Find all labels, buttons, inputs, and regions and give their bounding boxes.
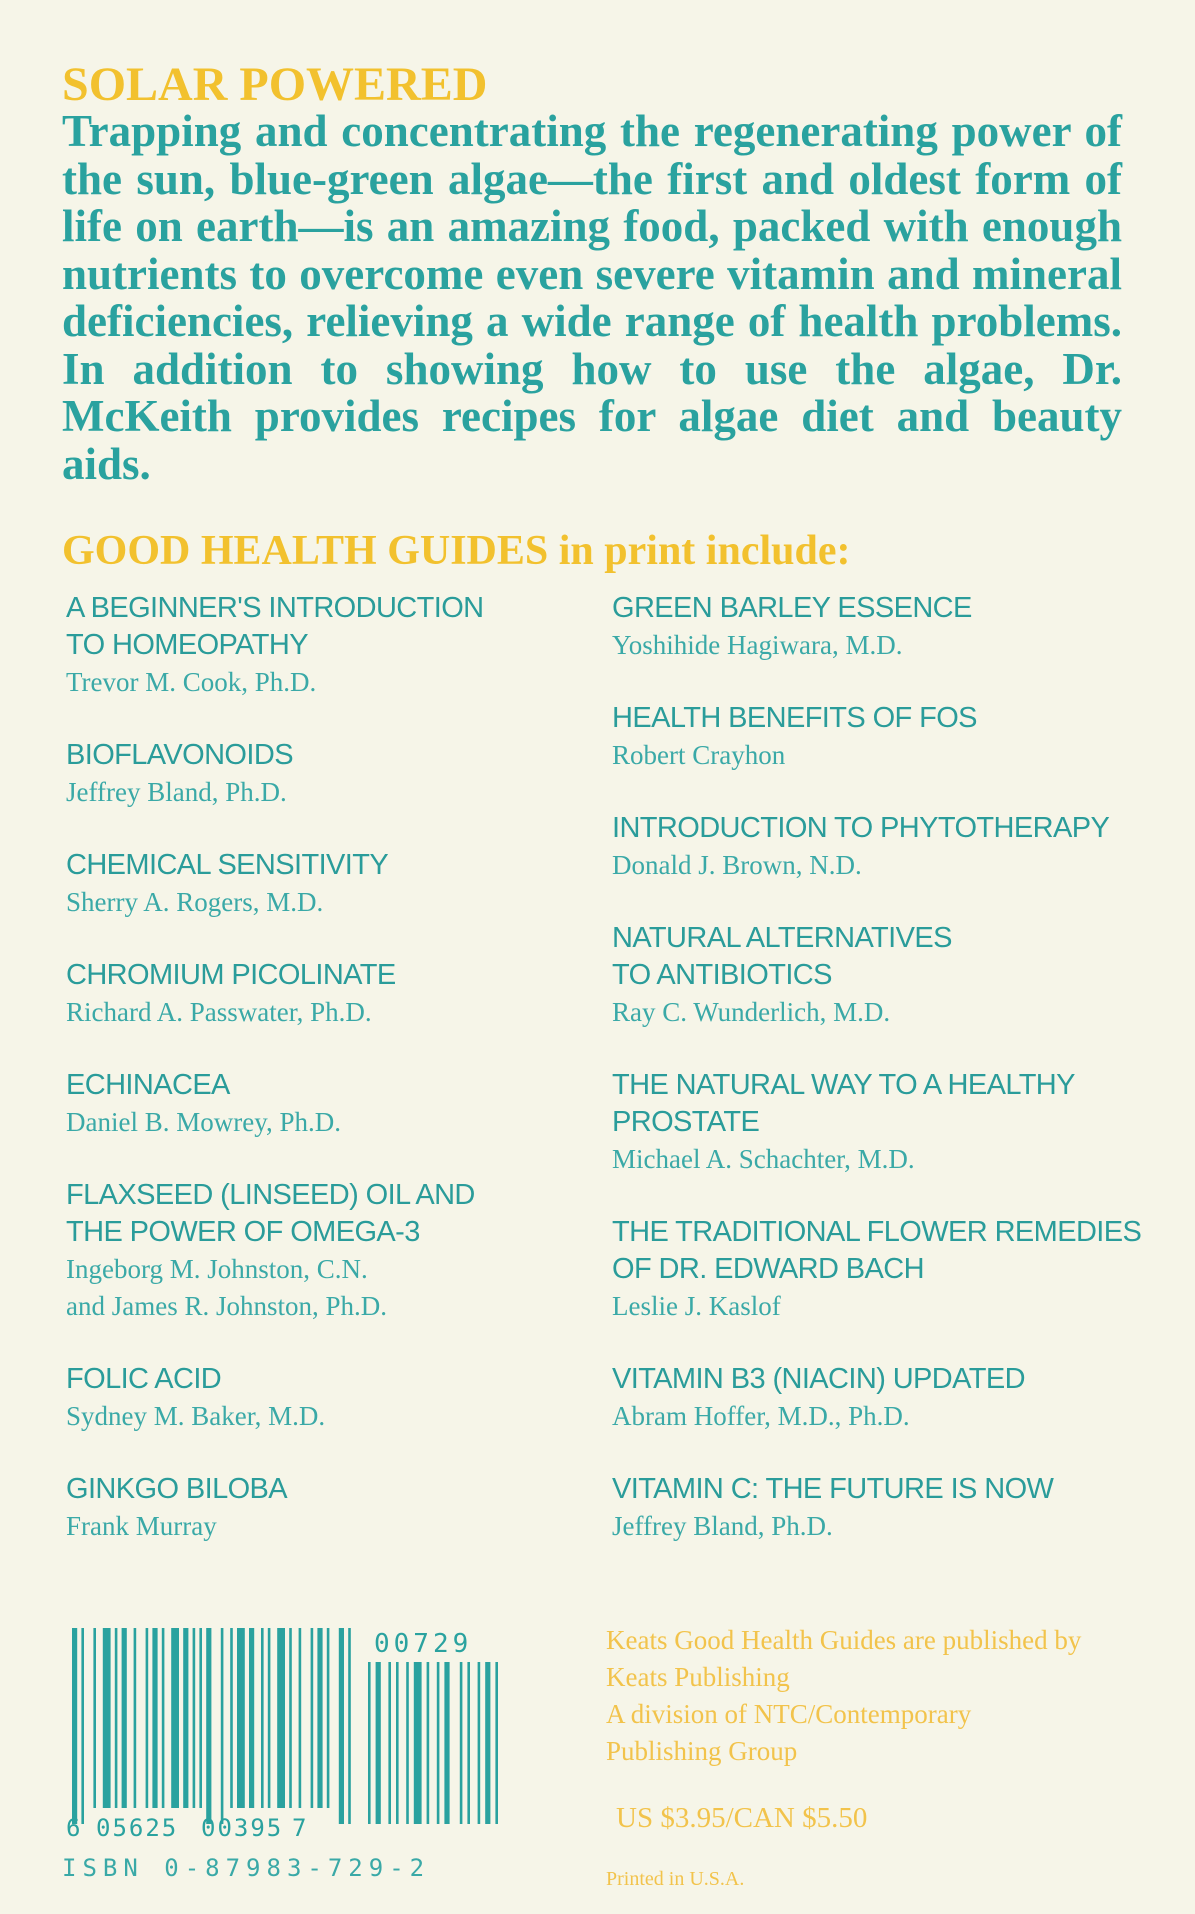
barcode-addon-bar [478, 1662, 481, 1824]
publisher-line: A division of NTC/Contemporary [606, 1699, 972, 1729]
barcode-addon-bar [388, 1662, 391, 1824]
printed-in: Printed in U.S.A. [606, 1868, 745, 1890]
book-author: Leslie J. Kaslof [612, 1291, 781, 1321]
barcode-addon-bar [368, 1662, 371, 1824]
publisher-info [606, 1622, 1166, 1770]
book-author: Donald J. Brown, N.D. [612, 850, 862, 880]
book-author: Sydney M. Baker, M.D. [66, 1401, 326, 1431]
barcode-bar [146, 1628, 149, 1808]
barcode-bar [277, 1628, 285, 1808]
barcode-bar [115, 1628, 118, 1808]
guides-list-left [66, 590, 566, 1581]
barcode-bar [261, 1628, 264, 1808]
book-author: Frank Murray [66, 1511, 217, 1541]
barcode-bar [268, 1628, 271, 1808]
barcode-bar [134, 1628, 137, 1808]
barcode-addon-bar [437, 1662, 440, 1824]
barcode-bar [103, 1628, 111, 1808]
barcode-bar [339, 1628, 344, 1824]
book-entry [66, 1361, 566, 1435]
barcode-bar [183, 1628, 188, 1808]
book-author: Abram Hoffer, M.D., Ph.D. [612, 1401, 910, 1431]
barcode-bar [72, 1628, 77, 1824]
barcode-bar [206, 1628, 211, 1824]
book-title: FLAXSEED (LINSEED) OIL AND THE POWER OF OMEGA-3 [66, 1179, 475, 1248]
barcode-addon-bar [495, 1662, 498, 1824]
barcode-bar [311, 1628, 314, 1808]
barcode-addon-bar [444, 1662, 449, 1824]
barcode-addon-bar [485, 1662, 490, 1824]
guides-list-right [612, 590, 1172, 1581]
barcode-addon-bar [414, 1662, 422, 1824]
book-entry [612, 700, 1172, 774]
book-entry [66, 957, 566, 1031]
book-title: VITAMIN C: THE FUTURE IS NOW [612, 1473, 1054, 1505]
barcode-addon-digits: 00729 [374, 1629, 473, 1659]
barcode-bar [93, 1628, 96, 1808]
book-entry [66, 847, 566, 921]
book-author: Trevor M. Cook, Ph.D. [66, 667, 317, 697]
barcode-bar [237, 1628, 245, 1808]
barcode-addon-bar [467, 1662, 470, 1824]
intro-heading: SOLAR POWERED [62, 58, 488, 111]
barcode-bar [299, 1628, 302, 1808]
book-author: Ray C. Wunderlich, M.D. [612, 997, 891, 1027]
book-entry [612, 590, 1172, 664]
barcode-bar [193, 1628, 196, 1808]
barcode-bar [221, 1628, 224, 1824]
price: US $3.95/CAN $5.50 [616, 1802, 868, 1834]
book-title: THE TRADITIONAL FLOWER REMEDIES OF DR. EDWARD BACH [612, 1216, 1142, 1285]
barcode-bar [81, 1628, 84, 1824]
book-title: HEALTH BENEFITS OF FOS [612, 702, 977, 734]
book-author: Sherry A. Rogers, M.D. [66, 887, 324, 917]
book-entry [66, 737, 566, 811]
book-title: A BEGINNER'S INTRODUCTION TO HOMEOPATHY [66, 592, 484, 661]
guides-heading-rest: in print include: [548, 528, 851, 574]
book-entry [612, 1214, 1172, 1325]
book-entry [612, 1361, 1172, 1435]
book-entry [66, 1471, 566, 1545]
book-author: Daniel B. Mowrey, Ph.D. [66, 1107, 341, 1137]
guides-heading-series: GOOD HEALTH GUIDES [62, 528, 549, 574]
book-author: Richard A. Passwater, Ph.D. [66, 997, 372, 1027]
book-title: VITAMIN B3 (NIACIN) UPDATED [612, 1363, 1025, 1395]
barcode-bar [230, 1628, 233, 1808]
barcode-left-digit: 6 [66, 1814, 81, 1842]
barcode-graphic [66, 1628, 536, 1843]
barcode-bar [152, 1628, 157, 1808]
barcode-addon-bar [460, 1662, 463, 1824]
book-title: INTRODUCTION TO PHYTOTHERAPY [612, 812, 1110, 844]
book-entry [612, 810, 1172, 884]
book-entry [66, 590, 566, 701]
barcode-addon-bar [376, 1662, 381, 1824]
guides-heading [62, 525, 850, 577]
book-author: Ingeborg M. Johnston, C.N. and James R. Johnston, Ph.D. [66, 1254, 388, 1321]
publisher-line: Publishing Group [606, 1736, 798, 1766]
book-author: Jeffrey Bland, Ph.D. [66, 777, 287, 807]
barcode-bar [327, 1628, 330, 1808]
book-author: Michael A. Schachter, M.D. [612, 1144, 915, 1174]
barcode-bar [171, 1628, 179, 1808]
book-entry [612, 920, 1172, 1031]
book-author: Jeffrey Bland, Ph.D. [612, 1511, 833, 1541]
book-title: FOLIC ACID [66, 1363, 222, 1395]
book-author: Yoshihide Hagiwara, M.D. [612, 630, 903, 660]
book-title: GREEN BARLEY ESSENCE [612, 592, 972, 624]
isbn-number: ISBN 0-87983-729-2 [62, 1854, 431, 1882]
book-entry [66, 1067, 566, 1141]
book-title: BIOFLAVONOIDS [66, 739, 293, 771]
barcode-bar [249, 1628, 254, 1808]
barcode-addon-bar [406, 1662, 409, 1824]
book-title: CHEMICAL SENSITIVITY [66, 849, 389, 881]
barcode-bar [199, 1628, 202, 1808]
book-entry [612, 1471, 1172, 1545]
intro-body: Trapping and concentrating the regenerating power of the sun, blue-green algae—the first and oldest form of life on earth—is an amazing food, packed with enough nutrients to overcome even severe vitamin and mineral deficiencies, relieving a wide range of health problems. In addition to showing how to use the algae, Dr. McKeith provides recipes for algae diet and beauty aids. [62, 106, 1122, 489]
barcode-addon-bar [427, 1662, 430, 1824]
publisher-line: Keats Good Health Guides are published by [606, 1625, 1082, 1655]
barcode-group1: 05625 [96, 1814, 179, 1842]
barcode-addon-bar [396, 1662, 399, 1824]
barcode-bar [122, 1628, 127, 1808]
publisher-line: Keats Publishing [606, 1662, 790, 1692]
barcode-bar [317, 1628, 322, 1808]
book-author: Robert Crayhon [612, 740, 786, 770]
barcode [66, 1628, 536, 1878]
barcode-bar [348, 1628, 351, 1824]
book-entry [66, 1177, 566, 1325]
book-title: THE NATURAL WAY TO A HEALTHY PROSTATE [612, 1069, 1075, 1138]
book-title: CHROMIUM PICOLINATE [66, 959, 396, 991]
book-title: GINKGO BILOBA [66, 1473, 288, 1505]
book-title: ECHINACEA [66, 1069, 230, 1101]
book-title: NATURAL ALTERNATIVES TO ANTIBIOTICS [612, 922, 952, 991]
barcode-bar [162, 1628, 165, 1808]
barcode-group2: 00395 [201, 1814, 284, 1842]
book-entry [612, 1067, 1172, 1178]
barcode-bar [289, 1628, 292, 1808]
barcode-right-digit: 7 [292, 1814, 307, 1842]
